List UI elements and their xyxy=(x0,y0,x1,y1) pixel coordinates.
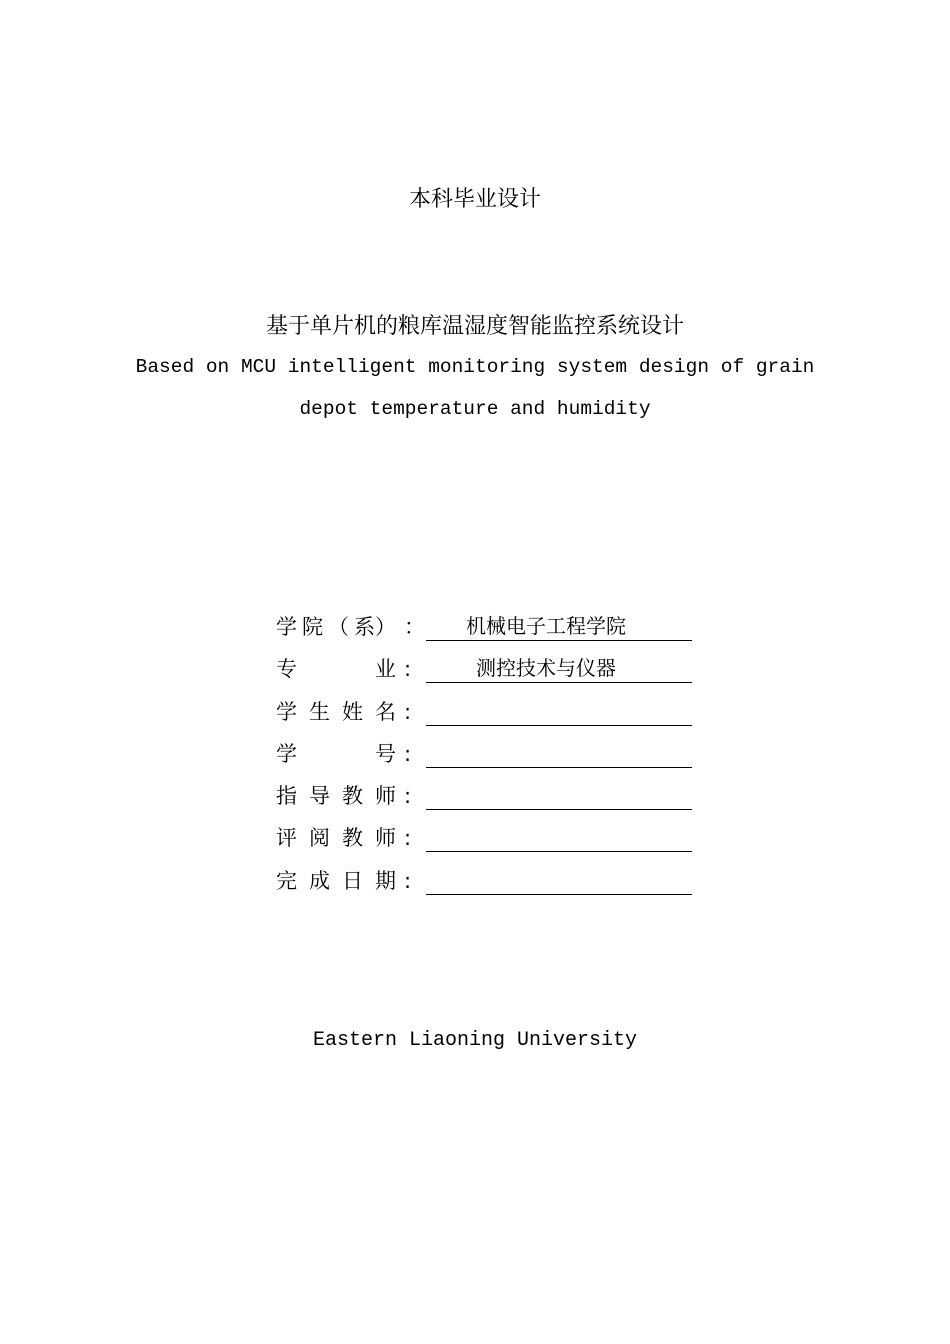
info-field-major xyxy=(426,654,692,683)
info-label-student-id xyxy=(276,737,396,771)
info-field-reviewer xyxy=(426,823,692,852)
label-char: 业 xyxy=(375,657,396,681)
label-char: 成 xyxy=(309,869,330,893)
info-label-reviewer xyxy=(276,821,396,855)
info-field-advisor xyxy=(426,781,692,810)
info-label-advisor xyxy=(276,779,396,813)
label-char: 学 xyxy=(276,742,297,766)
info-row-college xyxy=(276,610,696,644)
label-char: 姓 xyxy=(342,700,363,724)
label-char: 生 xyxy=(309,700,330,724)
document-type: 本科毕业设计 xyxy=(408,187,541,212)
info-label-student-name xyxy=(276,695,396,729)
label-char: 指 xyxy=(276,784,297,808)
university-name: Eastern Liaoning University xyxy=(312,1029,638,1052)
label-char: 师 xyxy=(375,784,396,808)
info-row-reviewer xyxy=(276,821,696,855)
info-label-date xyxy=(276,864,396,898)
info-row-date xyxy=(276,864,696,898)
info-label-college xyxy=(276,610,396,644)
info-value-college: 机械电子工程学院 xyxy=(466,614,626,638)
label-colon: : xyxy=(404,784,412,808)
label-char: 专 xyxy=(276,657,297,681)
info-row-advisor xyxy=(276,779,696,813)
thesis-title-english-line1: Based on MCU intelligent monitoring system design of grain xyxy=(135,356,815,378)
label-char: 完 xyxy=(276,869,297,893)
info-label-major xyxy=(276,652,396,686)
label-char: （ xyxy=(328,615,349,639)
info-field-college xyxy=(426,612,692,641)
label-colon: : xyxy=(404,657,412,681)
label-char: 阅 xyxy=(309,826,330,850)
label-char: 师 xyxy=(375,826,396,850)
label-char: 期 xyxy=(375,869,396,893)
label-char: 学 xyxy=(276,615,297,639)
info-row-student-id xyxy=(276,737,696,771)
info-row-student-name xyxy=(276,695,696,729)
label-char: 名 xyxy=(375,700,396,724)
label-colon: ： xyxy=(404,615,425,639)
label-colon: : xyxy=(404,742,412,766)
thesis-title-chinese: 基于单片机的粮库温湿度智能监控系统设计 xyxy=(265,314,684,339)
label-char: 日 xyxy=(342,869,363,893)
label-char: 教 xyxy=(342,784,363,808)
label-char: 评 xyxy=(276,826,297,850)
label-char: 学 xyxy=(276,700,297,724)
info-field-student-id xyxy=(426,739,692,768)
info-field-date xyxy=(426,866,692,895)
label-char: 号 xyxy=(375,742,396,766)
label-colon: : xyxy=(404,869,412,893)
label-colon: : xyxy=(404,700,412,724)
label-char: 院 xyxy=(302,615,323,639)
label-char: 导 xyxy=(309,784,330,808)
thesis-title-english-line2: depot temperature and humidity xyxy=(299,398,651,420)
label-char: 系） xyxy=(354,615,396,639)
info-field-student-name xyxy=(426,697,692,726)
info-value-major: 测控技术与仪器 xyxy=(476,656,616,680)
label-char: 教 xyxy=(342,826,363,850)
info-row-major xyxy=(276,652,696,686)
label-colon: : xyxy=(404,826,412,850)
